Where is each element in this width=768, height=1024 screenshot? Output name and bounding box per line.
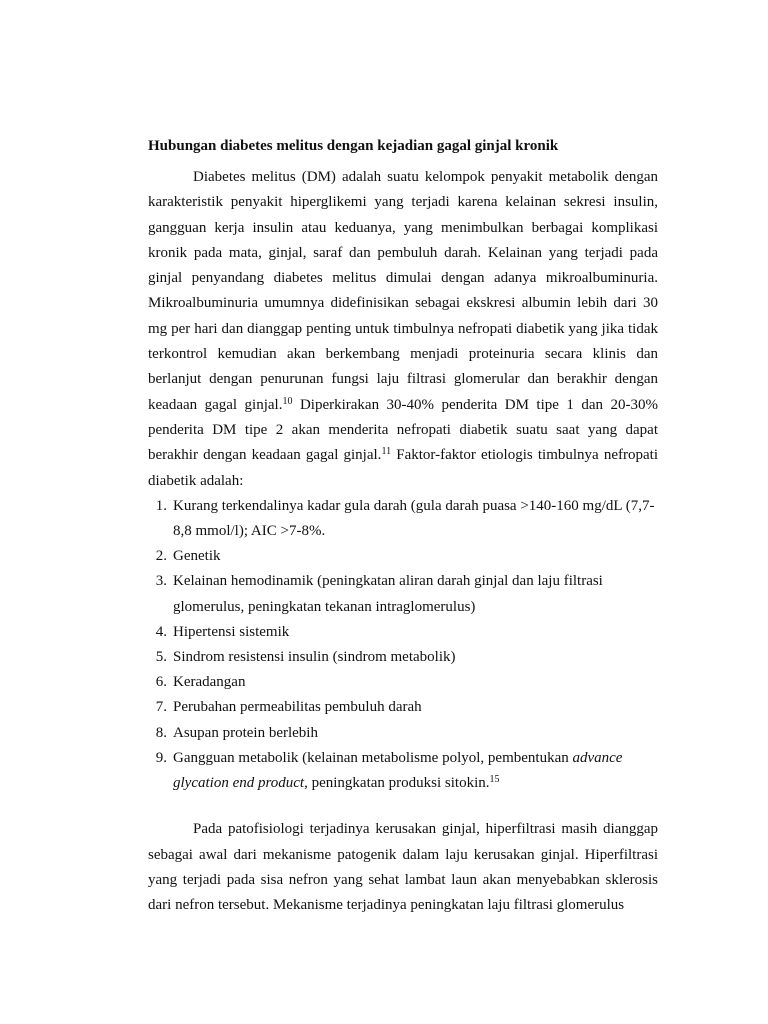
paragraph-intro-part2: Diperkirakan 30-40% penderita DM tipe 1 dan 20-30% penderita DM tipe 2 akan menderita nefropati diabetik suatu saat yang dapat berakhir dengan keadaan gagal ginjal. bbox=[148, 396, 658, 464]
list-item-text: Kelainan hemodinamik (peningkatan aliran darah ginjal dan laju filtrasi glomerulus, peningkatan tekanan intraglomerulus) bbox=[173, 573, 603, 615]
list-item-number: 7. bbox=[155, 699, 167, 716]
section-title: Hubungan diabetes melitus dengan kejadian gagal ginjal kronik bbox=[148, 138, 559, 154]
citation-15: 15 bbox=[489, 774, 500, 786]
document-page bbox=[148, 134, 658, 918]
list-item-number: 3. bbox=[155, 573, 167, 590]
list-item-number: 8. bbox=[155, 724, 167, 741]
list-item-number: 4. bbox=[155, 623, 167, 640]
list-item-text: Hipertensi sistemik bbox=[173, 623, 290, 640]
list-item bbox=[148, 746, 658, 796]
list-item bbox=[148, 620, 658, 645]
list-item-text: Asupan protein berlebih bbox=[173, 724, 318, 741]
list-item-text: Sindrom resistensi insulin (sindrom metabolik) bbox=[173, 649, 456, 666]
paragraph-intro bbox=[148, 165, 658, 494]
list-item-number: 1. bbox=[155, 497, 167, 514]
list-item-number: 5. bbox=[155, 649, 167, 666]
list-item-text: Keradangan bbox=[173, 674, 246, 691]
etiology-list bbox=[148, 494, 658, 796]
list-item-text: Genetik bbox=[173, 548, 221, 565]
list-item-text-b: , peningkatan produksi sitokin. bbox=[304, 775, 490, 792]
list-item-number: 2. bbox=[155, 548, 167, 565]
list-item-text: Perubahan permeabilitas pembuluh darah bbox=[173, 699, 422, 716]
citation-11: 11 bbox=[381, 446, 392, 458]
list-item-text-a: Gangguan metabolik (kelainan metabolisme polyol, pembentukan bbox=[173, 749, 573, 766]
list-item bbox=[148, 544, 658, 569]
list-item-text: Kurang terkendalinya kadar gula darah (gula darah puasa >140-160 mg/dL (7,7-8,8 mmol/l); AIC >7-8%. bbox=[173, 497, 655, 540]
list-item bbox=[148, 695, 658, 720]
paragraph-intro-part1: Diabetes melitus (DM) adalah suatu kelompok penyakit metabolik dengan karakteristik penyakit hiperglikemi yang terjadi karena kelainan sekresi insulin, gangguan kerja insulin atau keduanya, yang menimbulkan berbagai komplikasi kronik pada mata, ginjal, saraf dan pembuluh darah. Kelainan yang terjadi pada ginjal penyandang diabetes melitus dimulai dengan adanya mikroalbuminuria. Mikroalbuminuria umumnya didefinisikan sebagai ekskresi albumin lebih dari 30 mg per hari dan dianggap penting untuk timbulnya nefropati diabetik yang jika tidak terkontrol kemudian akan berkembang menjadi proteinuria secara klinis dan berlanjut dengan penurunan fungsi laju filtrasi glomerular dan berakhir dengan keadaan gagal ginjal. bbox=[148, 169, 658, 413]
paragraph-intro-part3: Faktor-faktor etiologis timbulnya nefropati diabetik adalah: bbox=[148, 447, 659, 489]
list-item bbox=[148, 721, 658, 746]
list-item bbox=[148, 494, 658, 544]
list-item bbox=[148, 645, 658, 670]
list-item-number: 9. bbox=[155, 749, 167, 766]
list-item-number: 6. bbox=[155, 674, 167, 691]
list-item-italic-term: advance glycation end product bbox=[173, 749, 623, 792]
list-item bbox=[148, 670, 658, 695]
citation-10: 10 bbox=[282, 395, 293, 407]
list-item bbox=[148, 569, 658, 619]
paragraph-pathophysiology: Pada patofisiologi terjadinya kerusakan ginjal, hiperfiltrasi masih dianggap sebagai awal dari mekanisme patogenik dalam laju kerusakan ginjal. Hiperfiltrasi yang terjadi pada sisa nefron yang sehat lambat laun akan menyebabkan sklerosis dari nefron tersebut. Mekanisme terjadinya peningkatan laju filtrasi glomerulus bbox=[148, 821, 658, 914]
